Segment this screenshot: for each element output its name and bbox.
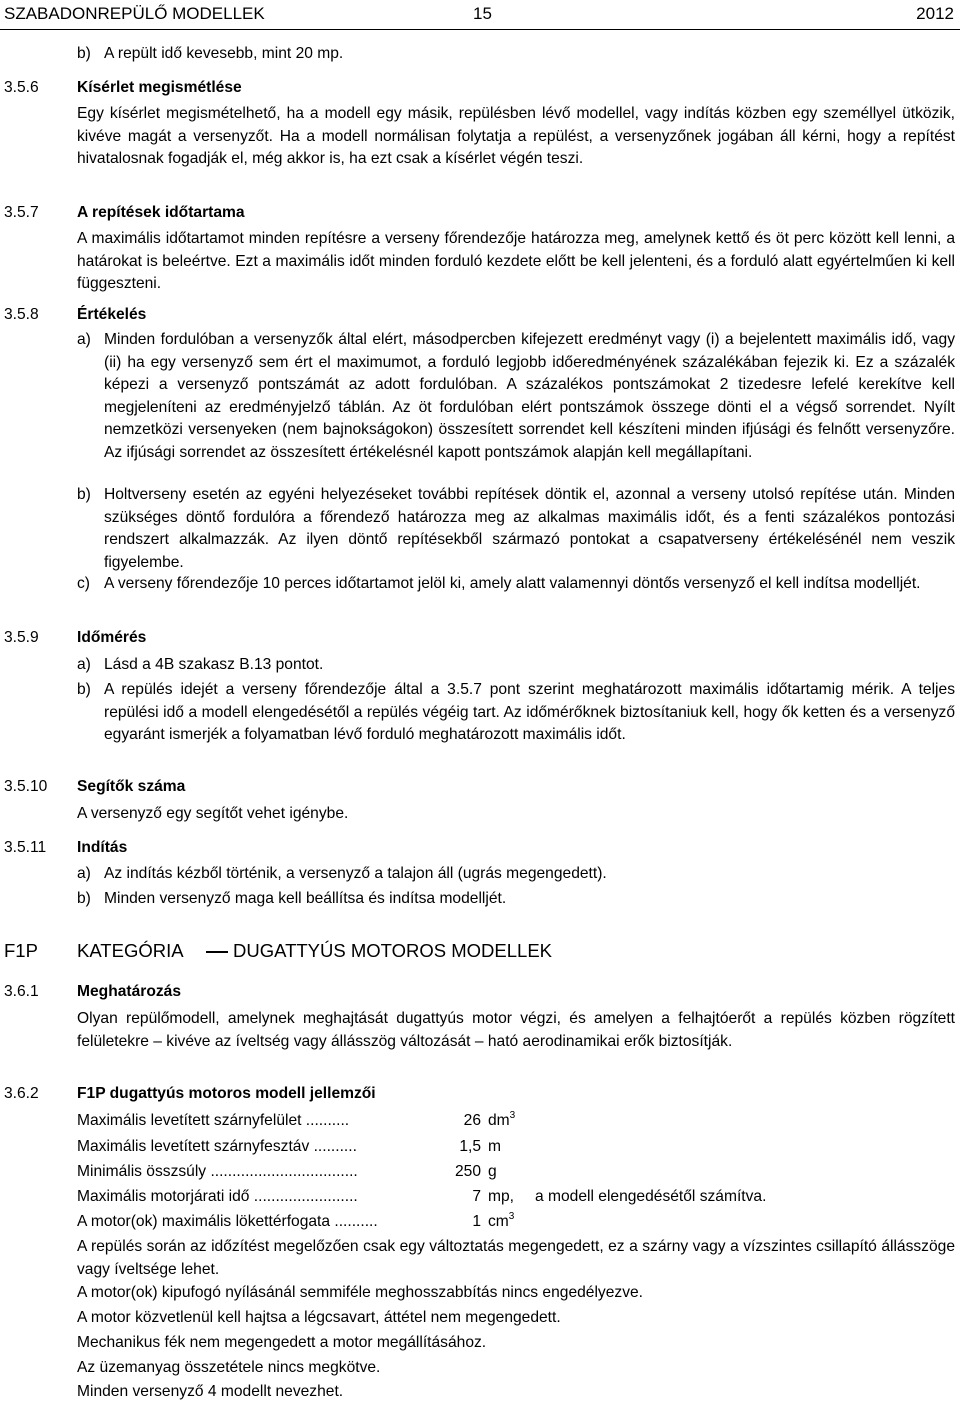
spec-value: 26 [463,1112,481,1129]
item-text: Az indítás kézből történik, a versenyző a talajon áll (ugrás megengedett). [104,865,607,882]
item-text: Minden versenyző maga kell beállítsa és indítsa modelljét. [104,890,507,907]
spec-unit-exponent: 3 [509,1110,516,1121]
section-title: Időmérés [77,629,147,646]
item-label: b) [77,681,91,698]
spec-unit: mp, [488,1188,514,1205]
item-label: a) [77,331,91,348]
item-text: A repült idő kevesebb, mint 20 mp. [104,45,344,62]
section-number: 3.6.1 [4,983,39,1000]
section-title: Segítők száma [77,778,186,795]
section-text: A maximális időtartamot minden repítésre a verseny főrendezője határozza meg, amelynek kettő és öt perc között kell lenni, a határokat is beleértve. Ezt a maximális időt minden forduló kezdete előtt be kell jelenteni, és a forduló alatt egyértelműen ki kell függeszteni. [77,230,955,293]
item-label: b) [77,890,91,907]
section-text: A versenyző egy segítőt vehet igénybe. [77,805,349,822]
item-label: a) [77,865,91,882]
header-year: 2012 [916,4,954,23]
section-number: 3.5.6 [4,79,39,96]
spec-note: a modell elengedésétől számítva. [535,1188,767,1205]
section-number: 3.5.11 [4,839,47,856]
item-label: b) [77,45,91,62]
item-text: Minden fordulóban a versenyzők által elért, másodpercben kifejezett eredményt vagy (i) a bejelentett maximális idő, vagy (ii) ha egy versenyző sem ért el maximumot, a forduló legjobb időeredményének százalékában fejezik ki. Ez a százalék képezi a versenyző pontszámát az adott fordulóban. A százalékos pontszámokat 2 tizedesre lefelé kerekítve kell megjeleníteni az eredményjelző táblán. Az öt fordulóban elért pontszámok összege dönti el a végső sorrendet. Nyílt nemzetközi versenyeken (nem bajnokságokon) összesített sorrendet kell készíteni minden ifjúsági és felnőtt versenyzőre. Az ifjúsági sorrendet az összesített értékelésnél kapott pontszámok alapján kell megállapítani. [104,331,955,461]
rule-line: Mechanikus fék nem megengedett a motor megállításához. [77,1334,487,1351]
spec-row [77,1211,837,1233]
spec-label: Maximális levetített szárnyfelület .......... [77,1112,350,1129]
spec-label: A motor(ok) maximális lökettérfogata .......... [77,1213,378,1230]
rule-line: Az üzemanyag összetétele nincs megkötve. [77,1359,381,1376]
spec-unit-text: dm [488,1112,510,1129]
item-text: Holtverseny esetén az egyéni helyezéseket további repítések döntik el, azonnal a verseny utolsó repítése után. Minden szükséges döntő fordulóra a főrendező határozza meg az alkalmas maximális időt, és a fenti százalékos pontozási rendszert alkalmazzák. Az ilyen döntő repítésekből származó pontokat a csapatverseny értékelésénél nem veszik figyelembe. [104,486,955,571]
section-text: Egy kísérlet megismételhető, ha a modell egy másik, repülésben lévő modellel, vagy indítás közben egy személlyel ütközik, kivéve magát a versenyzőt. Ha a modell normálisan folytatja a repülést, a versenyzőnek jogában áll kérni, hogy a repítést hivatalosnak fogadják el, még akkor is, ha ezt csak a kísérlet végén teszi. [77,105,955,168]
page-number: 15 [473,4,492,23]
section-number: 3.5.10 [4,778,48,795]
spec-value: 1,5 [459,1138,481,1155]
spec-label: Minimális összsúly .................................. [77,1163,358,1180]
spec-unit: m [488,1138,501,1155]
header-title: SZABADONREPÜLŐ MODELLEK [4,4,265,23]
section-title: Értékelés [77,306,147,323]
rule-line: A repülés során az időzítést megelőzően csak egy változtatás megengedett, ez a szárny vagy a vízszintes csillapító állásszöge vagy íveltsége lehet. [77,1238,955,1278]
spec-row [77,1136,837,1158]
category-label: KATEGÓRIA [77,940,184,961]
section-title: Indítás [77,839,128,856]
spec-unit-text: cm [488,1213,509,1230]
spec-row [77,1161,837,1183]
spec-label: Maximális levetített szárnyfesztáv .......... [77,1138,357,1155]
category-dash [206,951,228,953]
section-number: 3.5.8 [4,306,39,323]
spec-unit: g [488,1163,497,1180]
rule-line: Minden versenyző 4 modellt nevezhet. [77,1383,344,1400]
spec-label: Maximális motorjárati idő ........................ [77,1188,358,1205]
section-title: F1P dugattyús motoros modell jellemzői [77,1085,376,1102]
item-label: c) [77,575,90,592]
section-title: Meghatározás [77,983,181,1000]
category-title: DUGATTYÚS MOTOROS MODELLEK [233,940,552,961]
item-text: A repülés idejét a verseny főrendezője által a 3.5.7 pont szerint meghatározott maximális időtartamig mérik. A teljes repülési idő a modell elengedésétől a repülés végéig tart. Az időmérőknek biztosítaniuk kell, hogy ők ketten és a versenyző egyaránt ismerjék a folyamatban lévő forduló meghatározott maximális időt. [104,681,955,744]
spec-value: 250 [454,1163,481,1180]
rule-line: A motor közvetlenül kell hajtsa a légcsavart, áttétel nem megengedett. [77,1309,561,1326]
spec-unit-exponent: 3 [508,1211,515,1222]
page-header [4,3,954,25]
spec-unit [488,1211,514,1233]
section-title: A repítések időtartama [77,204,245,221]
section-number: 3.6.2 [4,1085,39,1102]
section-title: Kísérlet megismétlése [77,79,242,96]
section-number: 3.5.9 [4,629,39,646]
section-text: Olyan repülőmodell, amelynek meghajtását dugattyús motor végzi, és amelyen a felhajtóerőt a repülés közben rögzített felületekre – kivéve az íveltség vagy állásszög változását – ható aerodinamikai erők biztosítják. [77,1010,955,1050]
spec-row [77,1110,837,1132]
item-text: A verseny főrendezője 10 perces időtartamot jelöl ki, amely alatt valamennyi döntős versenyző el kell indítsa modelljét. [104,575,921,592]
item-text: Lásd a 4B szakasz B.13 pontot. [104,656,324,673]
section-number: 3.5.7 [4,204,39,221]
item-label: b) [77,486,91,503]
spec-row [77,1186,837,1208]
spec-value: 7 [472,1188,481,1205]
category-code: F1P [4,940,38,961]
item-label: a) [77,656,91,673]
rule-line: A motor(ok) kipufogó nyílásánál semmiféle meghosszabbítás nincs engedélyezve. [77,1284,644,1301]
spec-unit [488,1110,515,1132]
spec-value: 1 [472,1213,481,1230]
header-rule [0,29,960,30]
